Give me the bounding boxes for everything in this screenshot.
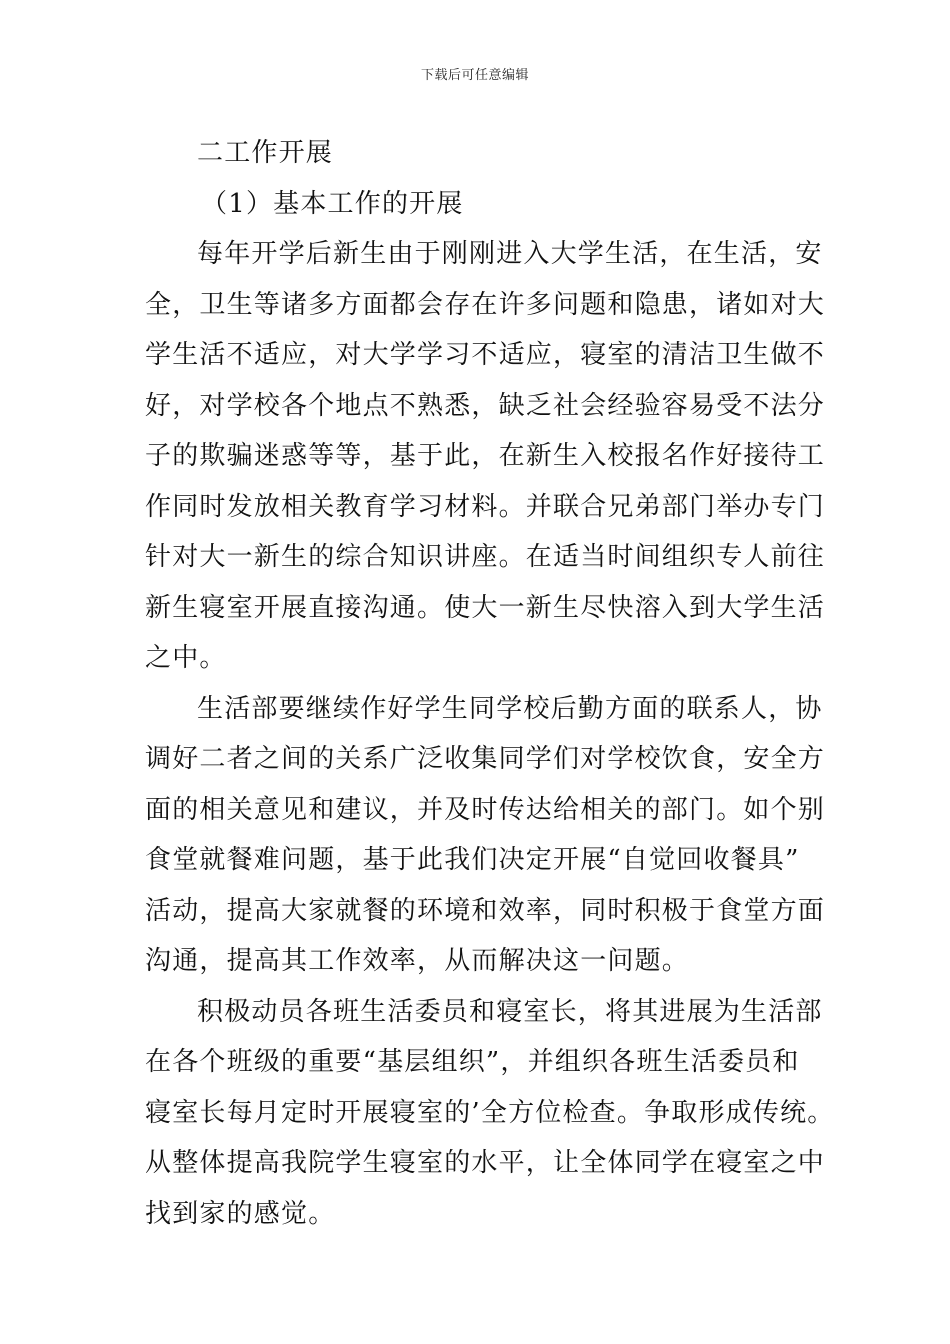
paragraph-line: 在各个班级的重要“基层组织”，并组织各班生活委员和	[145, 1047, 800, 1077]
paragraph-line: 积极动员各班生活委员和寝室长，将其进展为生活部	[197, 996, 823, 1027]
paragraph-3	[145, 987, 835, 1240]
paragraph-line: 食堂就餐难问题，基于此我们决定开展“自觉回收餐具”	[145, 845, 800, 875]
paragraph-line: 每年开学后新生由于刚刚进入大学生活，在生活，安	[197, 239, 823, 269]
paragraph-line: 从整体提高我院学生寝室的水平，让全体同学在寝室之中	[145, 1148, 826, 1178]
paragraph-line: 学生活不适应，对大学学习不适应，寝室的清洁卫生做不	[145, 340, 826, 370]
paragraph-1	[145, 229, 826, 684]
page-header-note: 下载后可任意编辑	[420, 68, 529, 83]
paragraph-line: 沟通，提高其工作效率，从而解决这一问题。	[145, 946, 690, 976]
section-heading: 二工作开展	[197, 138, 334, 168]
paragraph-line: 针对大一新生的综合知识讲座。在适当时间组织专人前往	[145, 542, 826, 572]
section-subheading: （1）基本工作的开展	[201, 188, 464, 219]
paragraph-line: 作同时发放相关教育学习材料。并联合兄弟部门举办专门	[145, 491, 826, 522]
paragraph-line: 生活部要继续作好学生同学校后勤方面的联系人，协	[197, 693, 823, 724]
paragraph-line: 好，对学校各个地点不熟悉，缺乏社会经验容易受不法分	[145, 390, 826, 421]
paragraph-line: 调好二者之间的关系广泛收集同学们对学校饮食，安全方	[145, 744, 826, 774]
paragraph-line: 子的欺骗迷惑等等，基于此，在新生入校报名作好接待工	[145, 441, 826, 471]
paragraph-line: 之中。	[145, 643, 227, 673]
paragraph-line: 全，卫生等诸多方面都会存在许多问题和隐患，诸如对大	[145, 289, 826, 320]
document-body	[145, 128, 835, 1239]
paragraph-line: 新生寝室开展直接沟通。使大一新生尽快溶入到大学生活	[145, 592, 826, 623]
paragraph-line: 寝室长每月定时开展寝室的’全方位检查。争取形成传统。	[145, 1097, 835, 1128]
paragraph-2	[145, 684, 826, 987]
paragraph-line: 面的相关意见和建议，并及时传达给相关的部门。如个别	[145, 794, 826, 825]
paragraph-line: 找到家的感觉。	[145, 1198, 336, 1229]
paragraph-line: 活动，提高大家就餐的环境和效率，同时积极于食堂方面	[145, 895, 826, 926]
